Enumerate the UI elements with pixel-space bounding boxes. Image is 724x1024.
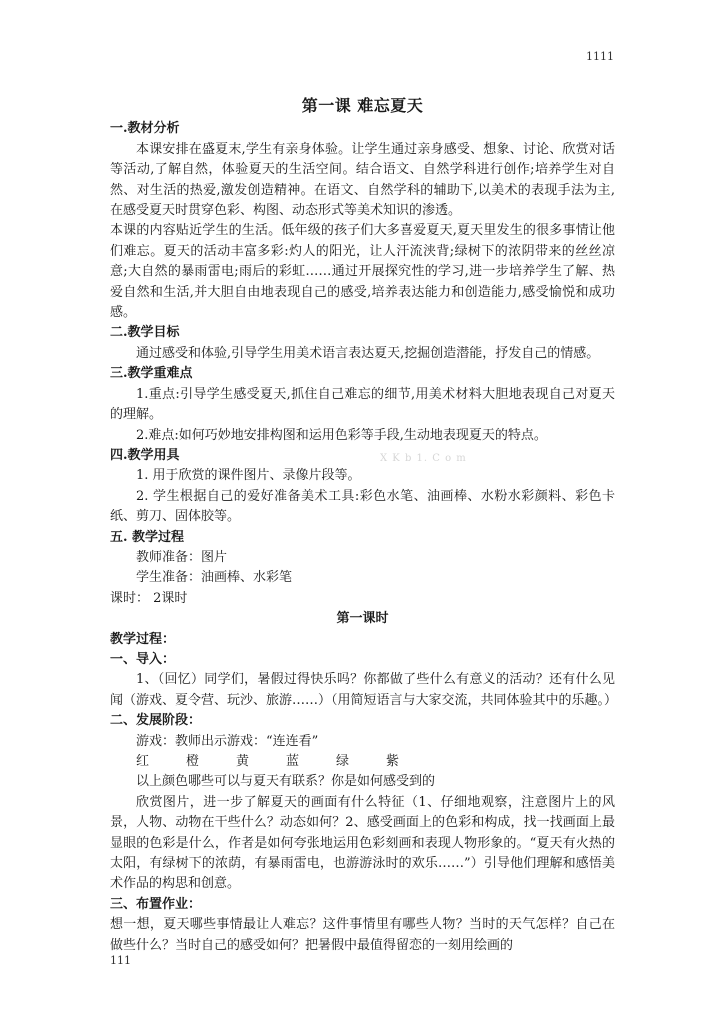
color-word: 蓝 <box>286 754 300 769</box>
color-word: 绿 <box>336 754 350 769</box>
color-word: 橙 <box>186 754 200 769</box>
section-heading-goals: 二.教学目标 <box>110 325 180 341</box>
subheading-development: 二、发展阶段： <box>110 713 202 729</box>
subheading-process: 教学过程： <box>110 631 176 647</box>
document-body <box>110 96 618 956</box>
text-line: 以上颜色哪些可以与夏天有联系？你是如何感受到的 <box>136 774 436 790</box>
section-heading-tools: 四.教学用具 <box>110 447 180 463</box>
paragraph: 本课安排在盛夏末,学生有亲身体验。让学生通过亲身感受、想象、讨论、欣赏对话等活动,了解自然，体验夏天的生活空间。结合语文、自然学科进行创作;培养学生对自然、对生活的热爱,激发创造精神。在语文、自然学科的辅助下,以美术的表现手法为主,在感受夏天时贯穿色彩、构图、动态形式等美术知识的渗透。 <box>110 141 615 219</box>
page-number-top: 1111 <box>586 50 614 63</box>
paragraph: 2.难点:如何巧妙地安排构图和运用色彩等手段,生动地表现夏天的特点。 <box>136 427 547 443</box>
subheading-homework: 三、布置作业： <box>110 896 202 912</box>
paragraph: 1.重点:引导学生感受夏天,抓住自己难忘的细节,用美术材料大胆地表现自己对夏天的理解。 <box>110 386 615 423</box>
section-heading-analysis: 一.教材分析 <box>110 121 180 137</box>
paragraph: 1. 用于欣赏的课件图片、录像片段等。 <box>136 468 361 484</box>
paragraph: 想一想，夏天哪些事情最让人难忘？这件事情里有哪些人物？当时的天气怎样？自己在做些什么？当时自己的感受如何？把暑假中最值得留恋的一刻用绘画的 <box>110 917 615 953</box>
lesson-heading: 第一课时 <box>336 611 389 627</box>
text-line: 教师准备：图片 <box>136 549 228 565</box>
paragraph: 2. 学生根据自己的爱好准备美术工具:彩色水笔、油画棒、水粉水彩颜料、彩色卡纸、剪刀、固体胶等。 <box>110 488 615 525</box>
paragraph: 欣赏图片，进一步了解夏天的画面有什么特征（1、仔细地观察，注意图片上的风景，人物、动物在干些什么？动态如何？2、感受画面上的色彩和构成，找一找画面上最显眼的色彩是什么，作者是如何夸张地运用色彩刻画和表现人物形象的。“夏天有火热的太阳，有绿树下的浓荫，有暴雨雷电，也游游泳时的欢乐……”）引导他们理解和感悟美术作品的构思和创意。 <box>110 794 615 892</box>
watermark: X K b 1. C o m <box>380 453 467 464</box>
color-word: 紫 <box>386 754 400 769</box>
color-list <box>110 752 615 772</box>
text-line: 学生准备：油画棒、水彩笔 <box>136 570 293 586</box>
page-number-bottom: 111 <box>110 954 131 967</box>
paragraph: 通过感受和体验,引导学生用美术语言表达夏天,挖掘创造潜能，抒发自己的情感。 <box>136 345 600 361</box>
color-word: 黄 <box>236 754 250 769</box>
color-word: 红 <box>136 754 150 769</box>
text-line: 课时： 2课时 <box>110 590 188 606</box>
section-heading-key-points: 三.教学重难点 <box>110 366 193 382</box>
section-heading-process: 五. 教学过程 <box>110 529 185 545</box>
paragraph: 1、（回忆）同学们，暑假过得快乐吗？你都做了些什么有意义的活动？还有什么见闻（游戏、夏令营、玩沙、旅游……）（用简短语言与大家交流，共同体验其中的乐趣。） <box>110 672 618 708</box>
page-title: 第一课 难忘夏天 <box>301 96 424 115</box>
subheading-intro: 一、导入： <box>110 651 176 667</box>
paragraph: 本课的内容贴近学生的生活。低年级的孩子们大多喜爱夏天,夏天里发生的很多事情让他们难忘。夏天的活动丰富多彩:灼人的阳光，让人汗流浃背;绿树下的浓阴带来的丝丝凉意;大自然的暴雨雷电;雨后的彩虹……通过开展探究性的学习,进一步培养学生了解、热爱自然和生活,并大胆自由地表现自己的感受,培养表达能力和创造能力,感受愉悦和成功感。 <box>110 223 615 321</box>
text-line: 游戏：教师出示游戏：“连连看” <box>136 733 319 749</box>
